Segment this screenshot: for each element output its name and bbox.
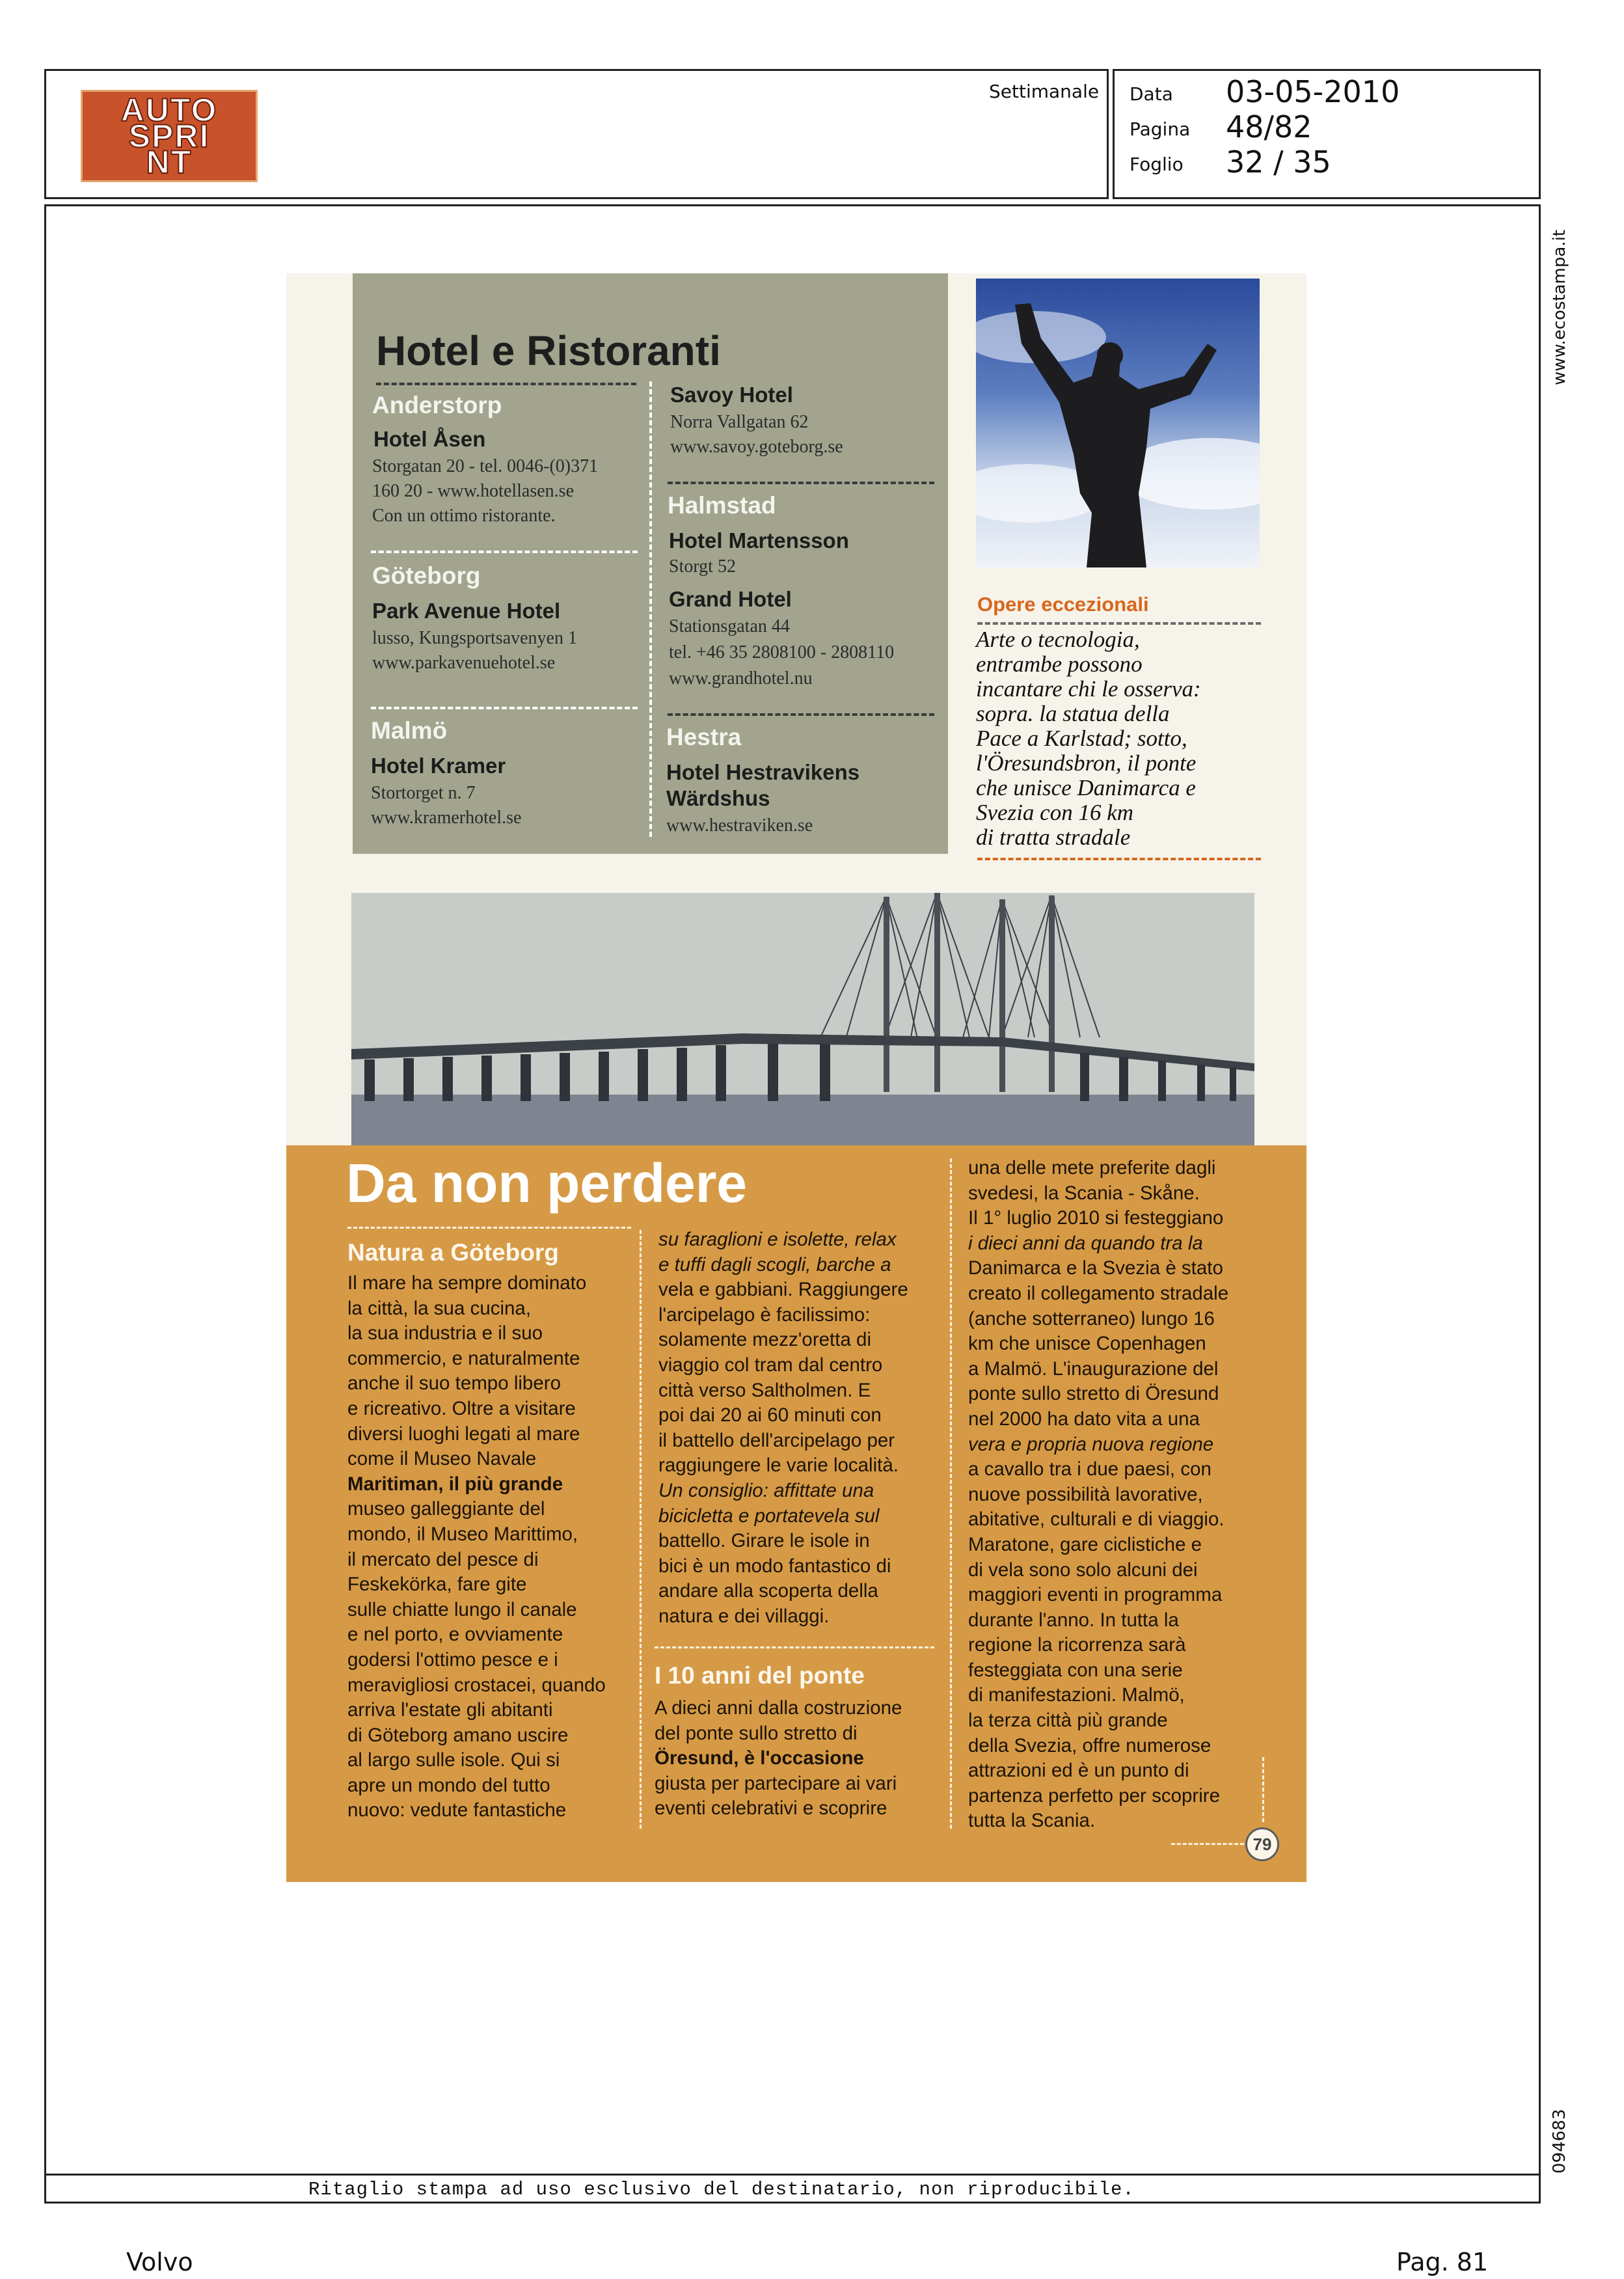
col2b-line: A dieci anni dalla costruzione	[655, 1697, 902, 1719]
page-number-tick	[1262, 1757, 1264, 1822]
foglio-label: Foglio	[1130, 154, 1184, 175]
photo-caption	[976, 627, 1262, 850]
feature-title-rule	[347, 1227, 631, 1229]
magazine-page-number: 79	[1245, 1827, 1279, 1861]
feature-column-2	[658, 1227, 908, 1630]
pagina-value: 48/82	[1226, 109, 1312, 144]
caption-line: Pace a Karlstad; sotto,	[976, 726, 1187, 751]
caption-line: Svezia con 16 km	[976, 800, 1134, 825]
divider-goteborg	[371, 551, 638, 553]
hotel-hestravikens-line-1: www.hestraviken.se	[666, 815, 813, 836]
statue-photo	[976, 279, 1260, 567]
col3-line: km che unisce Copenhagen	[968, 1333, 1206, 1355]
savoy-hotel-name: Savoy Hotel	[670, 383, 793, 407]
col1-line: Il mare ha sempre dominato	[347, 1272, 587, 1294]
col3-line: ponte sullo stretto di Öresund	[968, 1383, 1219, 1405]
col3-line: vera e propria nuova regione	[968, 1433, 1214, 1455]
section-ponte-rule	[655, 1646, 934, 1648]
col3-line: regione la ricorrenza sarà	[968, 1634, 1186, 1656]
col2-line: bici è un modo fantastico di	[658, 1555, 891, 1577]
col2-line: andare alla scoperta della	[658, 1580, 878, 1602]
col1-line-bold: Maritiman, il più grande	[347, 1473, 563, 1495]
feature-column-3	[968, 1156, 1228, 1834]
col3-line: nuove possibilità lavorative,	[968, 1483, 1203, 1505]
section-natura-title: Natura a Göteborg	[347, 1239, 559, 1266]
park-avenue-line-2: www.parkavenuehotel.se	[372, 653, 556, 673]
caption-rule-top	[977, 622, 1261, 625]
col3-line: Il 1° luglio 2010 si festeggiano	[968, 1207, 1224, 1229]
hotels-column-divider	[649, 381, 652, 837]
feature-column-1	[347, 1271, 606, 1823]
col2b-line: eventi celebrativi e scoprire	[655, 1797, 887, 1820]
data-value: 03-05-2010	[1226, 74, 1400, 109]
col3-line: Danimarca e la Svezia è stato	[968, 1257, 1223, 1279]
caption-rule-bottom	[977, 858, 1261, 860]
col2-line: raggiungere le varie località.	[658, 1454, 899, 1477]
col1-line: nuovo: vedute fantastiche	[347, 1799, 567, 1822]
statue-illustration	[976, 279, 1260, 567]
col1-line: il mercato del pesce di	[347, 1548, 539, 1570]
caption-line: di tratta stradale	[976, 825, 1131, 850]
caption-title: Opere eccezionali	[977, 593, 1149, 616]
grand-hotel-line-2: tel. +46 35 2808100 - 2808110	[669, 642, 895, 662]
col1-line: e nel porto, e ovviamente	[347, 1624, 563, 1646]
autosprint-logo	[81, 90, 258, 182]
col2-line: poi dai 20 ai 60 minuti con	[658, 1404, 882, 1426]
code-vertical: 094683	[1550, 2108, 1569, 2174]
col3-line: a Malmö. L'inaugurazione del	[968, 1358, 1219, 1380]
caption-line: entrambe possono	[976, 651, 1143, 677]
col2-line: bicicletta e portatevela sul	[658, 1505, 880, 1527]
col1-line: arriva l'estate gli abitanti	[347, 1699, 553, 1721]
col2-line: città verso Saltholmen. E	[658, 1379, 871, 1401]
col1-line: al largo sulle isole. Qui si	[347, 1749, 560, 1771]
col3-line: abitative, culturali e di viaggio.	[968, 1508, 1225, 1531]
city-anderstorp: Anderstorp	[372, 392, 502, 418]
col2-line: solamente mezz'oretta di	[658, 1329, 872, 1351]
savoy-hotel-line-1: Norra Vallgatan 62	[670, 412, 809, 432]
col3-line: creato il collegamento stradale	[968, 1282, 1229, 1304]
hotel-asen-line-1: Storgatan 20 - tel. 0046-(0)371	[372, 456, 599, 476]
city-halmstad: Halmstad	[668, 492, 776, 519]
hotel-hestravikens-name-2: Wärdshus	[666, 786, 770, 810]
hotel-hestravikens-name-1: Hotel Hestravikens	[666, 760, 860, 784]
col2-line: viaggio col tram dal centro	[658, 1354, 883, 1376]
col-divider-1	[640, 1230, 642, 1829]
divider-malmo	[371, 707, 638, 709]
col1-line: la città, la sua cucina,	[347, 1297, 532, 1319]
logo-line-1: AUTO	[120, 92, 218, 128]
hotel-asen-line-3: Con un ottimo ristorante.	[372, 506, 556, 526]
section-ponte-title: I 10 anni del ponte	[655, 1662, 865, 1689]
caption-line: sopra. la statua della	[976, 701, 1170, 726]
caption-line: che unisce Danimarca e	[976, 775, 1196, 800]
col1-line: commercio, e naturalmente	[347, 1347, 580, 1369]
logo-line-2: SPRI	[128, 118, 210, 154]
hotel-asen-line-2: 160 20 - www.hotellasen.se	[372, 481, 575, 501]
pagina-label: Pagina	[1130, 118, 1191, 140]
grand-hotel-name: Grand Hotel	[669, 587, 792, 611]
footer-source: Volvo	[126, 2248, 193, 2276]
col3-line: maggiori eventi in programma	[968, 1584, 1223, 1606]
city-hestra: Hestra	[666, 724, 742, 750]
bridge-illustration	[351, 893, 1254, 1145]
city-malmo: Malmö	[371, 717, 448, 744]
col3-line: attrazioni ed è un punto di	[968, 1760, 1189, 1782]
col3-line: di manifestazioni. Malmö,	[968, 1684, 1185, 1706]
hotel-martensson-line-1: Storgt 52	[669, 556, 736, 577]
col3-line: durante l'anno. In tutta la	[968, 1609, 1179, 1631]
col-divider-2	[950, 1158, 952, 1829]
feature-title: Da non perdere	[346, 1153, 748, 1214]
col2-line: battello. Girare le isole in	[658, 1530, 870, 1552]
caption-line: incantare chi le osserva:	[976, 676, 1201, 702]
divider-hestra	[668, 713, 934, 716]
col1-line: meravigliosi crostacei, quando	[347, 1674, 606, 1696]
col2b-line: del ponte sullo stretto di	[655, 1722, 858, 1744]
col3-line: una delle mete preferite dagli	[968, 1157, 1216, 1179]
col1-line: museo galleggiante del	[347, 1498, 545, 1520]
data-label: Data	[1130, 83, 1173, 105]
savoy-hotel-line-2: www.savoy.goteborg.se	[670, 437, 843, 457]
website-vertical: www.ecostampa.it	[1550, 230, 1569, 385]
hotels-title-rule	[376, 383, 636, 385]
grand-hotel-line-1: Stationsgatan 44	[669, 616, 790, 636]
col2-line: natura e dei villaggi.	[658, 1605, 830, 1627]
col1-line: la sua industria e il suo	[347, 1322, 543, 1344]
logo-line-3: NT	[146, 144, 193, 180]
city-goteborg: Göteborg	[372, 562, 481, 589]
col2-line: l'arcipelago è facilissimo:	[658, 1303, 871, 1326]
col1-line: come il Museo Navale	[347, 1448, 537, 1470]
col3-line: (anche sotterraneo) lungo 16	[968, 1307, 1215, 1330]
hotel-martensson-name: Hotel Martensson	[669, 528, 849, 553]
col3-line: di vela sono solo alcuni dei	[968, 1559, 1198, 1581]
col2-line: il battello dell'arcipelago per	[658, 1429, 895, 1451]
col2-line: e tuffi dagli scogli, barche a	[658, 1253, 891, 1276]
col3-line: i dieci anni da quando tra la	[968, 1232, 1203, 1254]
col3-line: partenza perfetto per scoprire	[968, 1784, 1220, 1807]
foglio-value: 32 / 35	[1226, 144, 1331, 180]
hotel-kramer-name: Hotel Kramer	[371, 754, 506, 778]
col1-line: godersi l'ottimo pesce e i	[347, 1648, 558, 1671]
col1-line: diversi luoghi legati al mare	[347, 1423, 580, 1445]
hotel-kramer-line-2: www.kramerhotel.se	[371, 808, 522, 828]
col3-line: nel 2000 ha dato vita a una	[968, 1408, 1200, 1430]
col1-line: apre un mondo del tutto	[347, 1774, 550, 1796]
hotel-kramer-line-1: Stortorget n. 7	[371, 783, 476, 803]
col3-line: festeggiata con una serie	[968, 1659, 1183, 1681]
col1-line: Feskekörka, fare gite	[347, 1574, 527, 1596]
col3-line: Maratone, gare ciclistiche e	[968, 1533, 1202, 1555]
divider-halmstad	[668, 482, 934, 484]
footer-page: Pag. 81	[1396, 2248, 1489, 2276]
page-number-rule	[1171, 1843, 1244, 1845]
notice-divider	[44, 2174, 1541, 2176]
park-avenue-name: Park Avenue Hotel	[372, 599, 561, 623]
col3-line: della Svezia, offre numerose	[968, 1734, 1211, 1756]
caption-line: l'Öresundsbron, il ponte	[976, 750, 1197, 776]
col2-line: su faraglioni e isolette, relax	[658, 1229, 897, 1250]
feature-column-2b	[655, 1696, 902, 1822]
periodicity: Settimanale	[989, 81, 1100, 102]
col1-line: anche il suo tempo libero	[347, 1372, 561, 1395]
col2b-line-bold: Öresund, è l'occasione	[655, 1747, 864, 1769]
copyright-notice: Ritaglio stampa ad uso esclusivo del destinatario, non riproducibile.	[308, 2179, 1135, 2200]
col2b-line: giusta per partecipare ai vari	[655, 1772, 897, 1794]
park-avenue-line-1: lusso, Kungsportsavenyen 1	[372, 628, 577, 648]
hotel-asen-name: Hotel Åsen	[373, 427, 486, 451]
hotels-title: Hotel e Ristoranti	[376, 327, 721, 374]
col2-line: vela e gabbiani. Raggiungere	[658, 1279, 908, 1301]
caption-line: Arte o tecnologia,	[976, 627, 1140, 652]
col3-line: tutta la Scania.	[968, 1810, 1096, 1832]
col1-line: mondo, il Museo Marittimo,	[347, 1523, 578, 1545]
col1-line: e ricreativo. Oltre a visitare	[347, 1397, 576, 1419]
col3-line: svedesi, la Scania - Skåne.	[968, 1182, 1200, 1204]
col3-line: la terza città più grande	[968, 1710, 1168, 1732]
col1-line: di Göteborg amano uscire	[347, 1724, 569, 1746]
col2-line: Un consiglio: affittate una	[658, 1479, 874, 1501]
col3-line: a cavallo tra i due paesi, con	[968, 1458, 1211, 1481]
oresund-bridge-photo	[351, 893, 1254, 1145]
grand-hotel-line-3: www.grandhotel.nu	[669, 668, 813, 689]
col1-line: sulle chiatte lungo il canale	[347, 1598, 577, 1620]
